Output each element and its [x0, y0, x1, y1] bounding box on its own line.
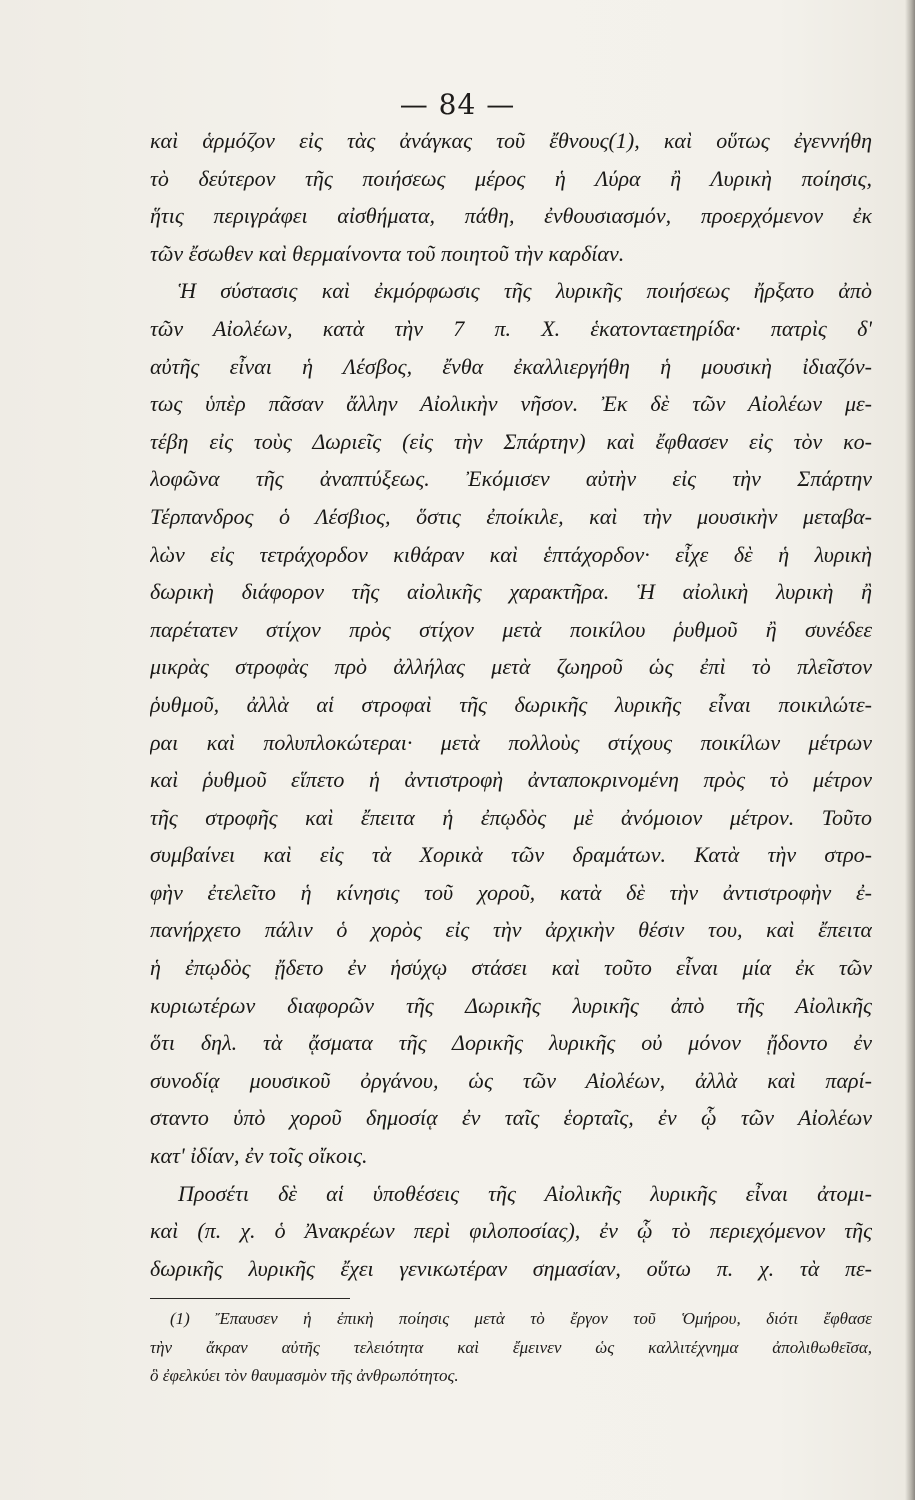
text-line: κατ' ἰδίαν, ἐν τοῖς οἴκοις. — [150, 1143, 368, 1169]
text-line: Ἡ σύστασις καὶ ἐκμόρφωσις τῆς λυρικῆς ποιήσεως ἤρξατο ἀπὸ — [178, 278, 872, 304]
text-line: μικρὰς στροφὰς πρὸ ἀλλήλας μετὰ ζωηροῦ ὡς ἐπὶ τὸ πλεῖστον — [150, 654, 872, 680]
text-line: τῆς στροφῆς καὶ ἔπειτα ἡ ἐπῳδὸς μὲ ἀνόμοιον μέτρον. Τοῦτο — [150, 804, 872, 830]
footnote-rule — [150, 1298, 350, 1299]
text-line: συμβαίνει καὶ εἰς τὰ Χορικὰ τῶν δραμάτων. Κατὰ τὴν στρο- — [150, 842, 872, 868]
text-line: λὼν εἰς τετράχορδον κιθάραν καὶ ἑπτάχορδον· εἶχε δὲ ἡ λυρικὴ — [150, 541, 872, 567]
text-line: τῶν Αἰολέων, κατὰ τὴν 7 π. Χ. ἑκατονταετηρίδα· πατρὶς δ' — [150, 315, 872, 341]
page-number: — 84 — — [399, 88, 516, 121]
text-line: ραι καὶ πολυπλοκώτεραι· μετὰ πολλοὺς στίχους ποικίλων μέτρων — [150, 729, 872, 755]
text-line: αὐτῆς εἶναι ἡ Λέσβος, ἔνθα ἐκαλλιεργήθη ἡ μουσικὴ ἰδιαζόν- — [150, 353, 872, 379]
text-line: παρέτατεν στίχον πρὸς στίχον μετὰ ποικίλου ῥυθμοῦ ἢ συνέδεε — [150, 616, 872, 642]
text-line: ὅτι δηλ. τὰ ᾄσματα τῆς Δορικῆς λυρικῆς οὐ μόνον ᾔδοντο ἐν — [150, 1030, 872, 1056]
text-line: τὸ δεύτερον τῆς ποιήσεως μέρος ἡ Λύρα ἢ Λυρικὴ ποίησις, — [150, 165, 872, 191]
text-line: δωρικῆς λυρικῆς ἔχει γενικωτέραν σημασίαν, οὕτω π. χ. τὰ πε- — [150, 1255, 872, 1281]
footnote-line: ὃ ἐφελκύει τὸν θαυμασμὸν τῆς ἀνθρωπότητος. — [150, 1366, 459, 1385]
text-line: ἡ ἐπῳδὸς ᾔδετο ἐν ἡσύχῳ στάσει καὶ τοῦτο εἶναι μία ἐκ τῶν — [150, 955, 872, 981]
text-line: φὴν ἐτελεῖτο ἡ κίνησις τοῦ χοροῦ, κατὰ δὲ τὴν ἀντιστροφὴν ἐ- — [150, 879, 872, 905]
text-line: ἥτις περιγράφει αἰσθήματα, πάθη, ἐνθουσιασμόν, προερχόμενον ἐκ — [150, 203, 872, 229]
text-line: τως ὑπὲρ πᾶσαν ἄλλην Αἰολικὴν νῆσον. Ἐκ δὲ τῶν Αἰολέων με- — [150, 391, 872, 417]
text-line: συνοδίᾳ μουσικοῦ ὀργάνου, ὡς τῶν Αἰολέων, ἀλλὰ καὶ παρί- — [150, 1067, 872, 1093]
text-line: κυριωτέρων διαφορῶν τῆς Δωρικῆς λυρικῆς ἀπὸ τῆς Αἰολικῆς — [150, 992, 872, 1018]
text-line: ῥυθμοῦ, ἀλλὰ αἱ στροφαὶ τῆς δωρικῆς λυρικῆς εἶναι ποικιλώτε- — [150, 691, 872, 717]
footnote-line: (1) Ἔπαυσεν ἡ ἐπικὴ ποίησις μετὰ τὸ ἔργον τοῦ Ὁμήρου, διότι ἔφθασε — [170, 1309, 872, 1328]
text-line: Προσέτι δὲ αἱ ὑποθέσεις τῆς Αἰολικῆς λυρικῆς εἶναι ἀτομι- — [178, 1180, 872, 1206]
text-line: καὶ ῥυθμοῦ εἵπετο ἡ ἀντιστροφὴ ἀνταποκρινομένη πρὸς τὸ μέτρον — [150, 767, 872, 793]
main-text — [150, 122, 872, 1287]
text-line: τῶν ἔσωθεν καὶ θερμαίνοντα τοῦ ποιητοῦ τὴν καρδίαν. — [150, 240, 625, 266]
text-line: πανήρχετο πάλιν ὁ χορὸς εἰς τὴν ἀρχικὴν θέσιν του, καὶ ἔπειτα — [150, 917, 872, 943]
text-line: λοφῶνα τῆς ἀναπτύξεως. Ἐκόμισεν αὐτὴν εἰς τὴν Σπάρτην — [150, 466, 872, 492]
page-edge-shadow — [905, 0, 915, 1500]
text-line: τέβη εἰς τοὺς Δωριεῖς (εἰς τὴν Σπάρτην) καὶ ἔφθασεν εἰς τὸν κο- — [150, 428, 872, 454]
footnote — [150, 1305, 872, 1391]
text-line: καὶ ἁρμόζον εἰς τὰς ἀνάγκας τοῦ ἔθνους(1), καὶ οὕτως ἐγεννήθη — [150, 128, 872, 153]
text-line: δωρικὴ διάφορον τῆς αἰολικῆς χαρακτῆρα. Ἡ αἰολικὴ λυρικὴ ἢ — [150, 579, 872, 605]
text-line: σταντο ὑπὸ χοροῦ δημοσίᾳ ἐν ταῖς ἑορταῖς, ἐν ᾧ τῶν Αἰολέων — [150, 1105, 872, 1131]
text-line: καὶ (π. χ. ὁ Ἀνακρέων περὶ φιλοποσίας), ἐν ᾧ τὸ περιεχόμενον τῆς — [150, 1218, 872, 1244]
footnote-line: τὴν ἄκραν αὐτῆς τελειότητα καὶ ἔμεινεν ὡς καλλιτέχνημα ἀπολιθωθεῖσα, — [150, 1337, 872, 1357]
text-line: Τέρπανδρος ὁ Λέσβιος, ὅστις ἐποίκιλε, καὶ τὴν μουσικὴν μεταβα- — [150, 503, 872, 529]
